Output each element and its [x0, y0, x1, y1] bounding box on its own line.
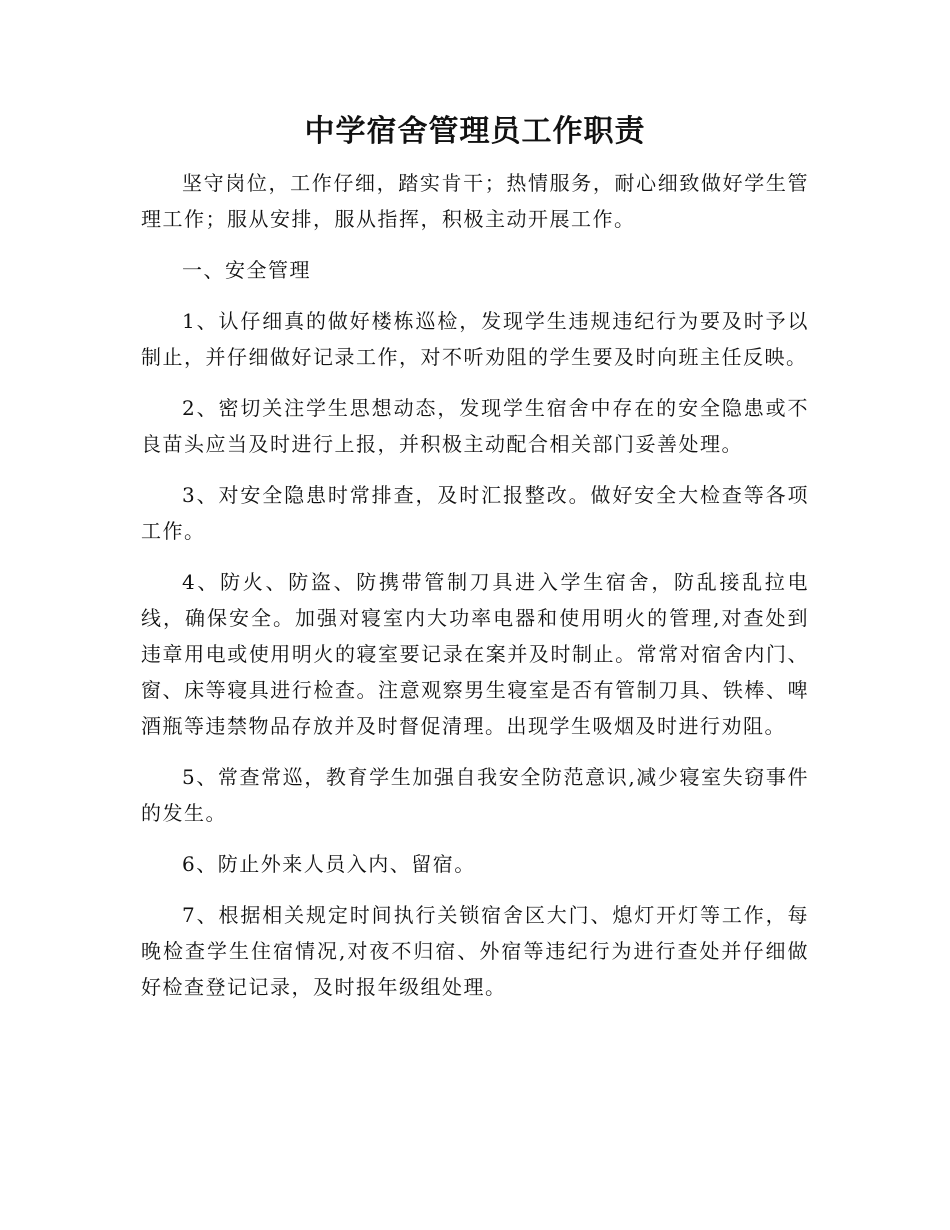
section-heading-safety: 一、安全管理: [182, 258, 311, 282]
item-5-paragraph: 5、常查常巡，教育学生加强自我安全防范意识,减少寝室失窃事件的发生。: [141, 765, 809, 825]
document-title: 中学宿舍管理员工作职责: [304, 114, 646, 149]
item-4-paragraph: 4、防火、防盗、防携带管制刀具进入学生宿舍，防乱接乱拉电线，确保安全。加强对寝室内大功率电器和使用明火的管理,对查处到违章用电或使用明火的寝室要记录在案并及时制止。常常对宿舍内门、窗、床等寝具进行检查。注意观察男生寝室是否有管制刀具、铁棒、啤酒瓶等违禁物品存放并及时督促清理。出现学生吸烟及时进行劝阻。: [141, 570, 809, 738]
item-2-paragraph: 2、密切关注学生思想动态，发现学生宿舍中存在的安全隐患或不良苗头应当及时进行上报，并积极主动配合相关部门妥善处理。: [141, 396, 809, 456]
item-7-paragraph: 7、根据相关规定时间执行关锁宿舍区大门、熄灯开灯等工作，每晚检查学生住宿情况,对夜不归宿、外宿等违纪行为进行查处并仔细做好检查登记记录，及时报年级组处理。: [141, 903, 809, 999]
item-1-paragraph: 1、认仔细真的做好楼栋巡检，发现学生违规违纪行为要及时予以制止，并仔细做好记录工作，对不听劝阻的学生要及时向班主任反映。: [141, 309, 809, 369]
document-body: [141, 165, 809, 1020]
item-3-paragraph: 3、对安全隐患时常排查，及时汇报整改。做好安全大检查等各项工作。: [141, 483, 809, 543]
intro-paragraph: 坚守岗位，工作仔细，踏实肯干；热情服务，耐心细致做好学生管理工作；服从安排，服从指挥，积极主动开展工作。: [141, 171, 809, 231]
item-6-paragraph: 6、防止外来人员入内、留宿。: [182, 852, 476, 876]
